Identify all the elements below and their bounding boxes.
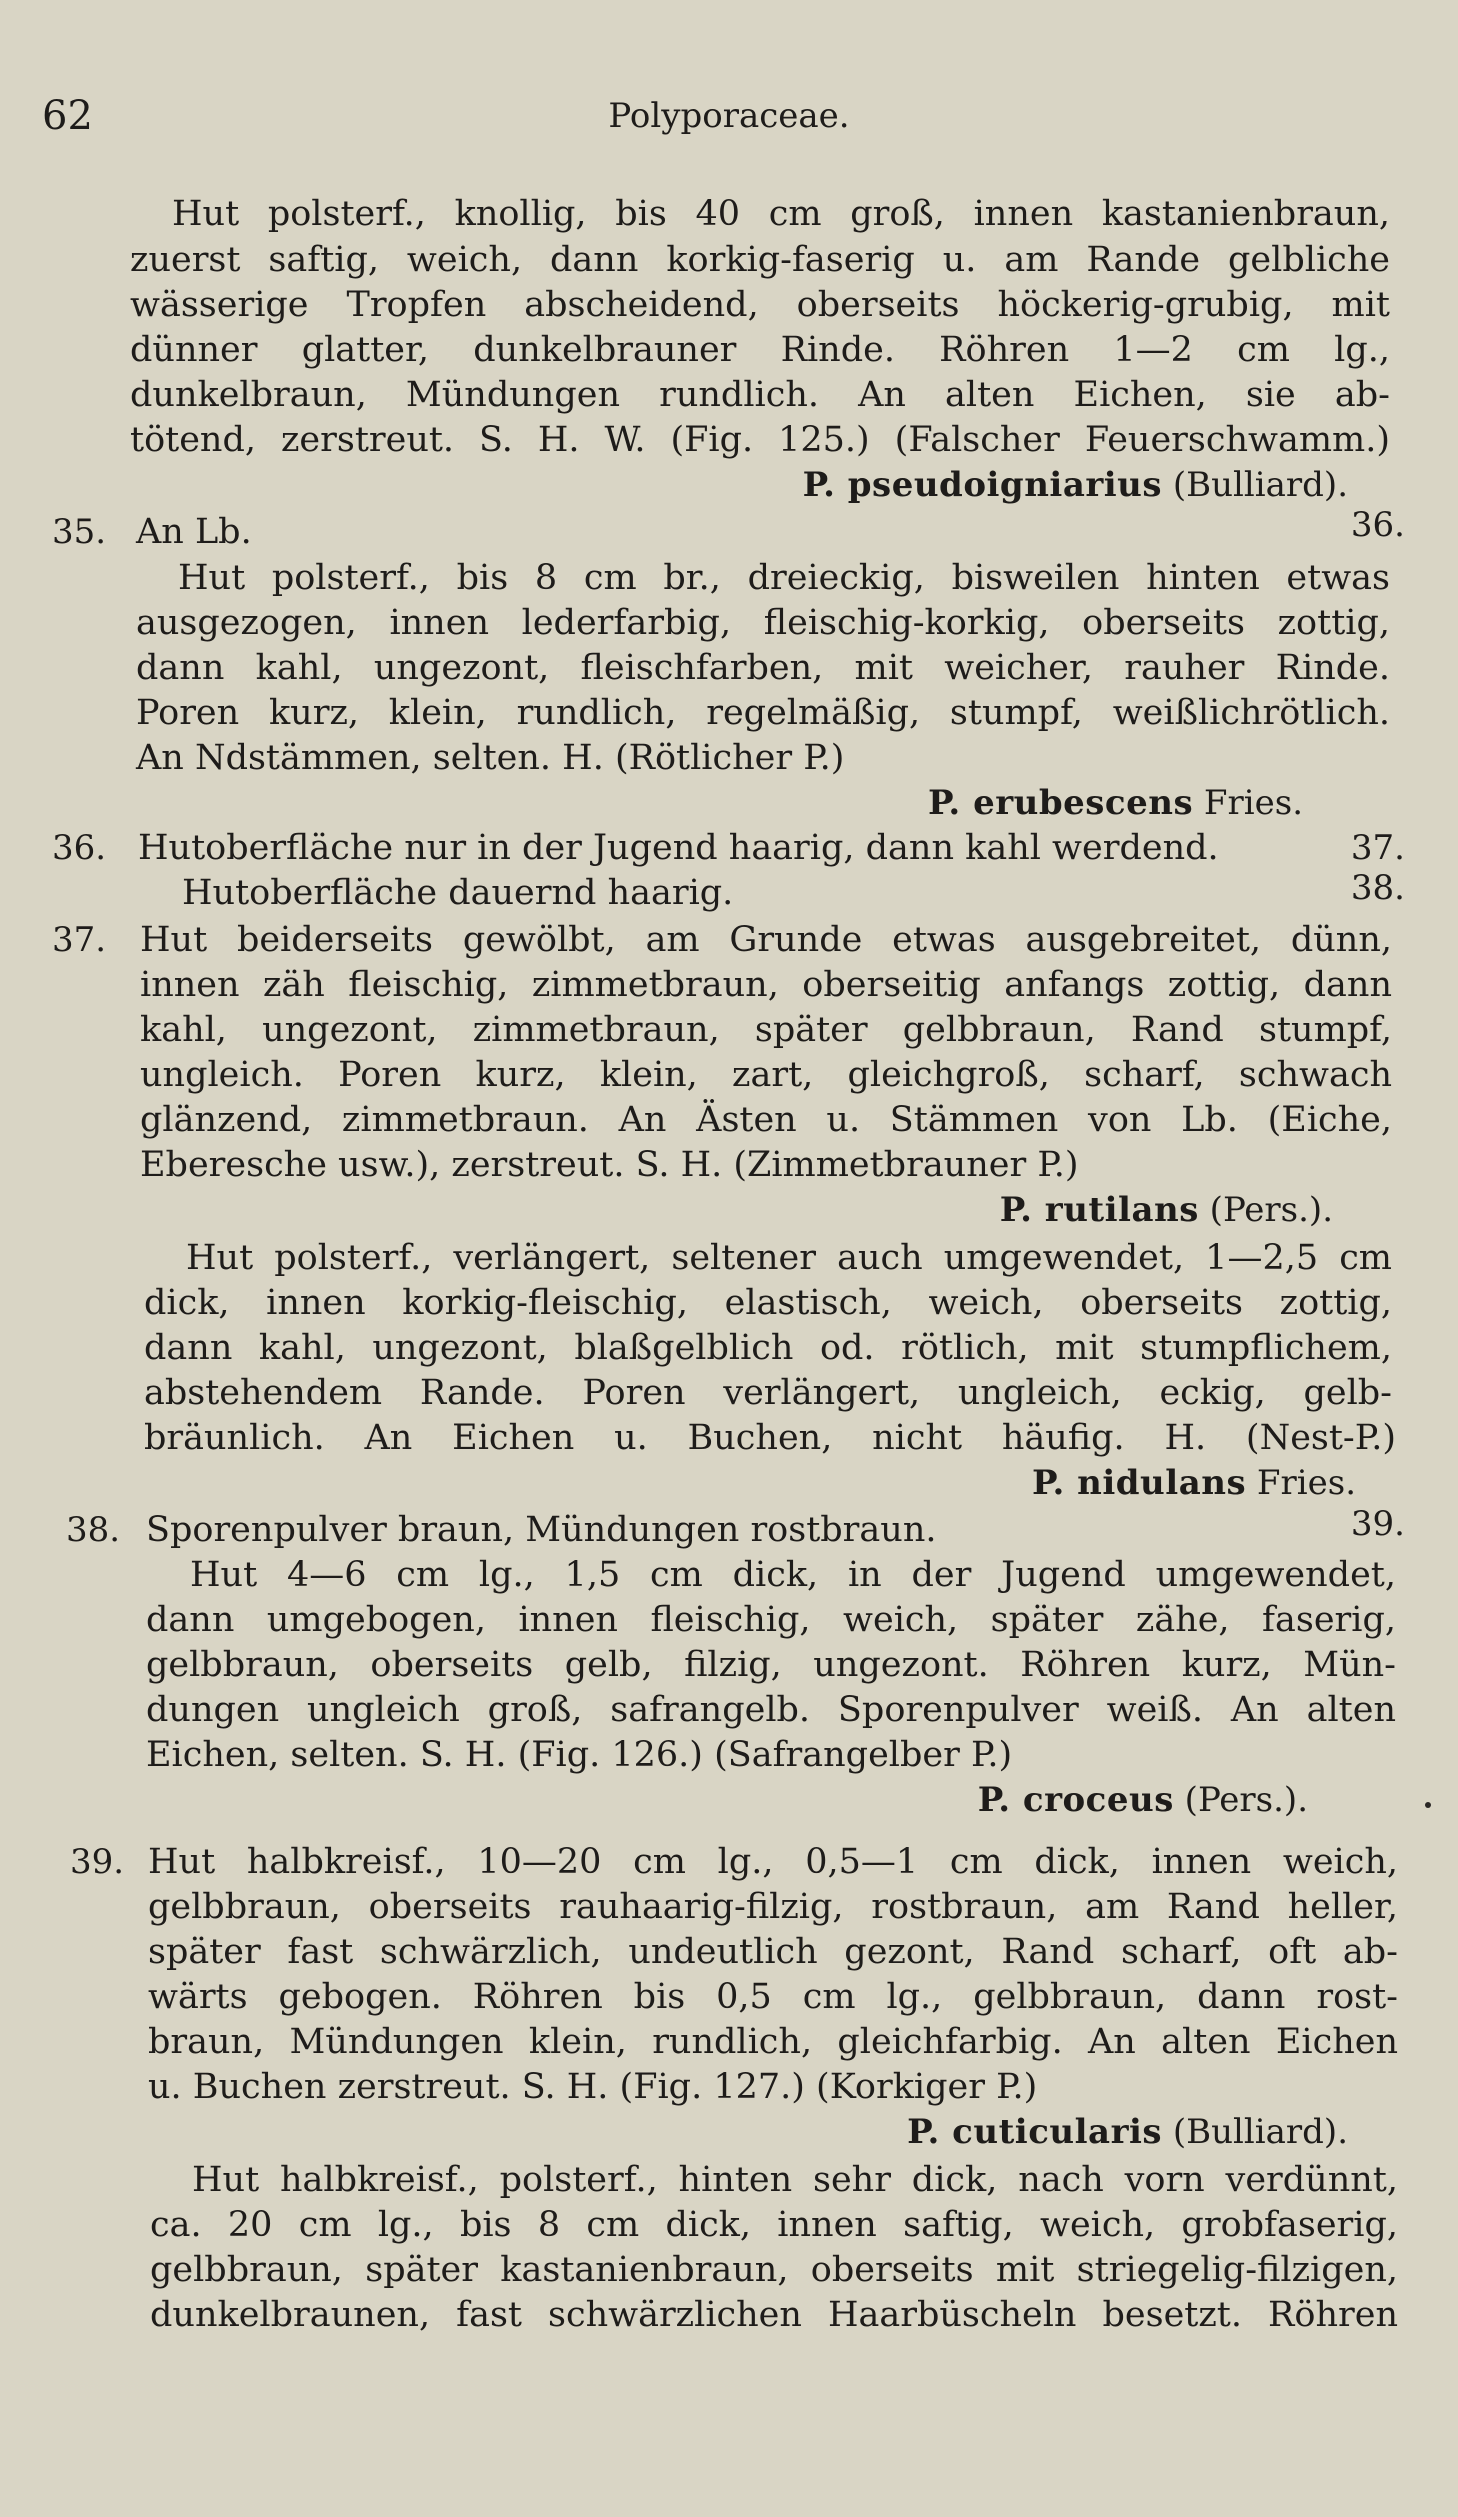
- text-line: braun, Mündungen klein, rundlich, gleichfarbig. An alten Eichen: [148, 2022, 1398, 2062]
- text-line: abstehendem Rande. Poren verlängert, ungleich, eckig, gelb-: [144, 1373, 1392, 1413]
- text-line: zuerst saftig, weich, dann korkig-faserig u. am Rande gelbliche: [130, 240, 1390, 280]
- text-line: Hut 4—6 cm lg., 1,5 cm dick, in der Jugend umgewendet,: [190, 1555, 1396, 1595]
- text-line: dunkelbraun, Mündungen rundlich. An alten Eichen, sie ab-: [130, 375, 1390, 415]
- text-line: dick, innen korkig-fleischig, elastisch, weich, oberseits zottig,: [144, 1283, 1392, 1323]
- text-line: dungen ungleich groß, safrangelb. Sporenpulver weiß. An alten: [146, 1690, 1396, 1730]
- text-line: Hut polsterf., knollig, bis 40 cm groß, innen kastanienbraun,: [172, 194, 1390, 234]
- couplet-number: 38.: [66, 1510, 121, 1550]
- couplet-reference: 39.: [1350, 1504, 1405, 1544]
- text-line: später fast schwärzlich, undeutlich gezont, Rand scharf, oft ab-: [148, 1932, 1398, 1972]
- couplet-reference: 36.: [1350, 505, 1405, 545]
- couplet-text: Sporenpulver braun, Mündungen rostbraun.: [146, 1510, 937, 1550]
- text-line: glänzend, zimmetbraun. An Ästen u. Stämmen von Lb. (Eiche,: [140, 1100, 1392, 1140]
- species-name: P. pseudoigniarius (Bulliard).: [802, 465, 1348, 505]
- species-name: P. erubescens Fries.: [927, 783, 1303, 823]
- text-line: dann kahl, ungezont, fleischfarben, mit weicher, rauher Rinde.: [136, 648, 1390, 688]
- text-line: wässerige Tropfen abscheidend, oberseits höckerig-grubig, mit: [130, 285, 1390, 325]
- print-speck: [1425, 1802, 1431, 1808]
- text-line: dünner glatter, dunkelbrauner Rinde. Röhren 1—2 cm lg.,: [130, 330, 1390, 370]
- text-line: Eberesche usw.), zerstreut. S. H. (Zimmetbrauner P.): [140, 1145, 1079, 1185]
- text-line: gelbbraun, später kastanienbraun, oberseits mit striegelig-filzigen,: [150, 2250, 1398, 2290]
- text-line: ca. 20 cm lg., bis 8 cm dick, innen saftig, weich, grobfaserig,: [150, 2205, 1398, 2245]
- text-line: bräunlich. An Eichen u. Buchen, nicht häufig. H. (Nest-P.): [144, 1418, 1396, 1458]
- text-line: Hut halbkreisf., 10—20 cm lg., 0,5—1 cm dick, innen weich,: [148, 1842, 1398, 1882]
- text-line: wärts gebogen. Röhren bis 0,5 cm lg., gelbbraun, dann rost-: [148, 1977, 1398, 2017]
- species-name: P. croceus (Pers.).: [977, 1780, 1308, 1820]
- text-line: Hut beiderseits gewölbt, am Grunde etwas ausgebreitet, dünn,: [140, 920, 1392, 960]
- species-name: P. rutilans (Pers.).: [999, 1190, 1333, 1230]
- text-line: Poren kurz, klein, rundlich, regelmäßig, stumpf, weißlichrötlich.: [136, 693, 1390, 733]
- text-line: ausgezogen, innen lederfarbig, fleischig-korkig, oberseits zottig,: [136, 603, 1390, 643]
- text-line: gelbbraun, oberseits gelb, filzig, ungezont. Röhren kurz, Mün-: [146, 1645, 1396, 1685]
- species-name: P. nidulans Fries.: [1032, 1463, 1356, 1503]
- text-line: Hut polsterf., bis 8 cm br., dreieckig, bisweilen hinten etwas: [178, 558, 1390, 598]
- text-line: u. Buchen zerstreut. S. H. (Fig. 127.) (Korkiger P.): [148, 2067, 1038, 2107]
- text-line: Eichen, selten. S. H. (Fig. 126.) (Safrangelber P.): [146, 1735, 1013, 1775]
- page-number: 62: [42, 93, 93, 139]
- couplet-number: 35.: [52, 512, 107, 552]
- couplet-text: Hutoberfläche nur in der Jugend haarig, dann kahl werdend.: [138, 828, 1219, 868]
- text-line: An Ndstämmen, selten. H. (Rötlicher P.): [136, 738, 845, 778]
- text-line: tötend, zerstreut. S. H. W. (Fig. 125.) (Falscher Feuerschwamm.): [130, 420, 1390, 460]
- text-line: innen zäh fleischig, zimmetbraun, oberseitig anfangs zottig, dann: [140, 965, 1392, 1005]
- running-title: Polyporaceae.: [608, 96, 850, 136]
- text-line: gelbbraun, oberseits rauhaarig-filzig, rostbraun, am Rand heller,: [148, 1887, 1398, 1927]
- couplet-text: Hutoberfläche dauernd haarig.: [182, 873, 734, 913]
- text-line: dunkelbraunen, fast schwärzlichen Haarbüscheln besetzt. Röhren: [150, 2295, 1398, 2335]
- couplet-reference: 38.: [1350, 868, 1405, 908]
- couplet-number: 39.: [70, 1842, 125, 1882]
- couplet-number: 36.: [52, 828, 107, 868]
- text-line: kahl, ungezont, zimmetbraun, später gelbbraun, Rand stumpf,: [140, 1010, 1392, 1050]
- text-line: Hut polsterf., verlängert, seltener auch umgewendet, 1—2,5 cm: [186, 1238, 1392, 1278]
- text-line: ungleich. Poren kurz, klein, zart, gleichgroß, scharf, schwach: [140, 1055, 1392, 1095]
- text-line: dann umgebogen, innen fleischig, weich, später zähe, faserig,: [146, 1600, 1396, 1640]
- couplet-reference: 37.: [1350, 828, 1405, 868]
- couplet-text: An Lb.: [136, 512, 252, 552]
- text-line: Hut halbkreisf., polsterf., hinten sehr dick, nach vorn verdünnt,: [192, 2160, 1398, 2200]
- species-name: P. cuticularis (Bulliard).: [907, 2112, 1348, 2152]
- couplet-number: 37.: [52, 920, 107, 960]
- text-line: dann kahl, ungezont, blaßgelblich od. rötlich, mit stumpflichem,: [144, 1328, 1392, 1368]
